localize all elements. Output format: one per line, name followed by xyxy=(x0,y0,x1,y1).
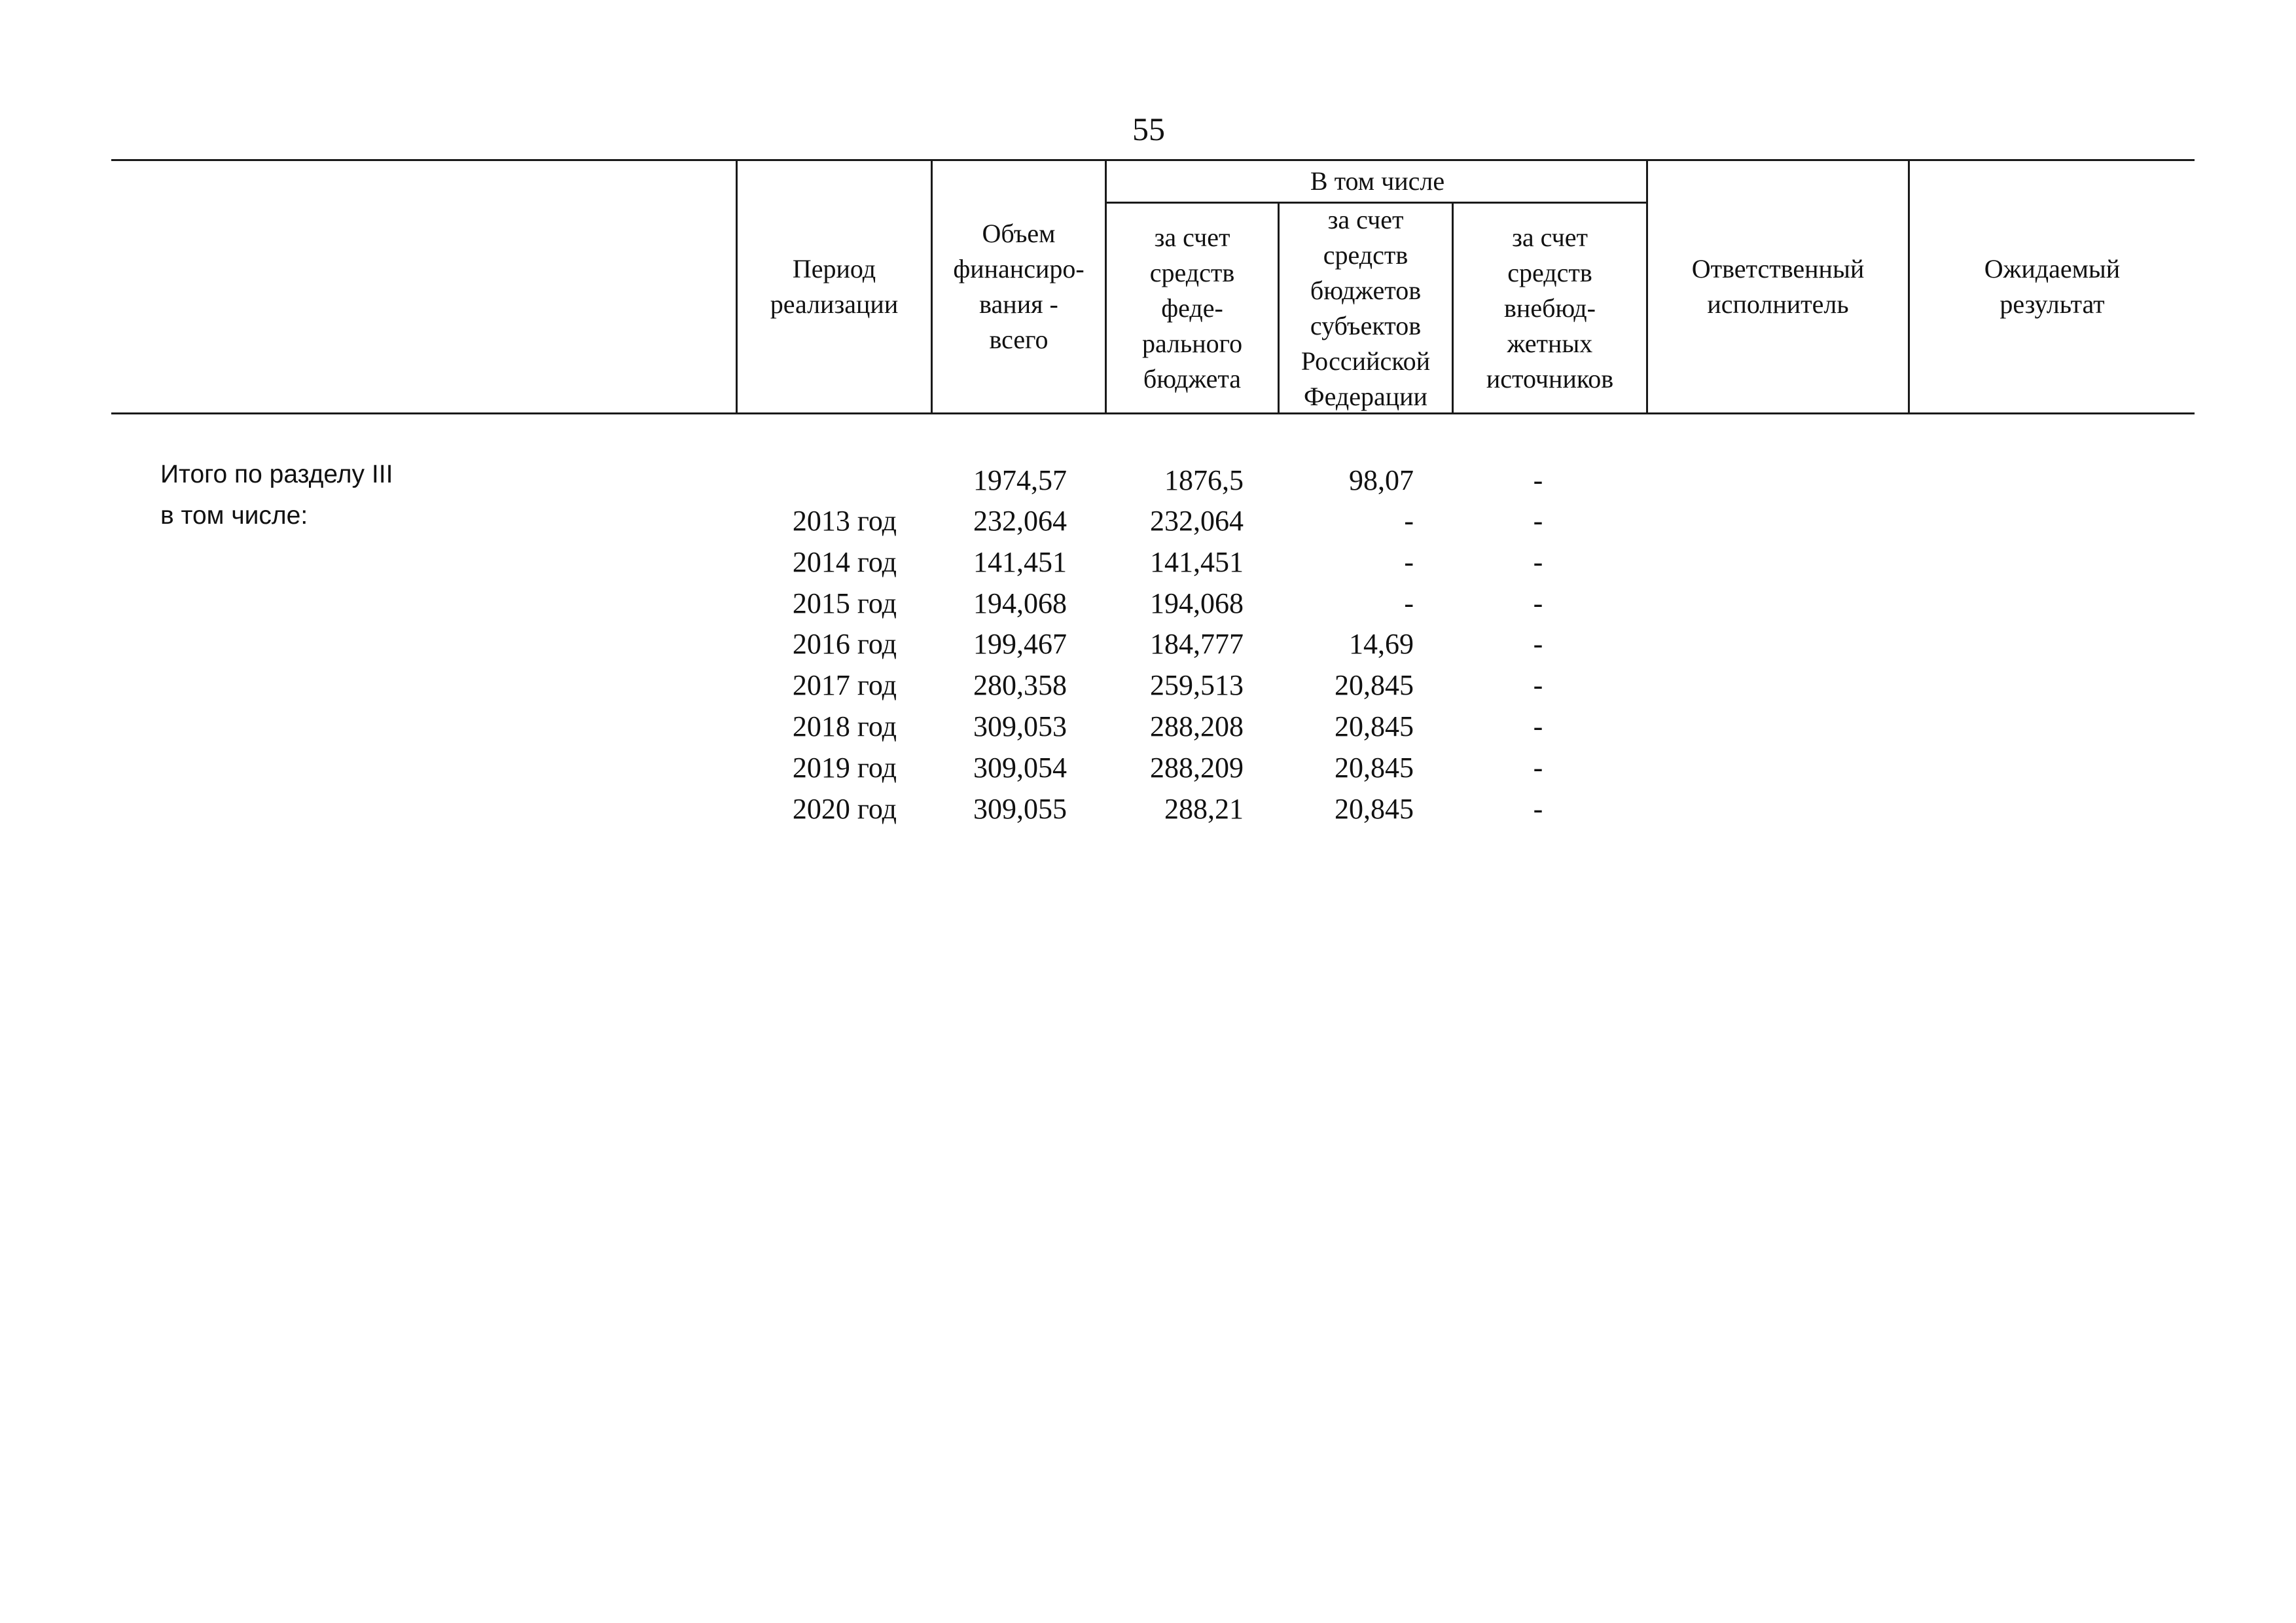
header-bottom-rule xyxy=(111,412,2195,414)
cell-extrabudget: - xyxy=(1533,628,1543,660)
cell-federal: 288,208 xyxy=(1150,710,1244,742)
summary-label: Итого по разделу III xyxy=(160,460,393,488)
cell-period: 2019 год xyxy=(792,752,897,784)
cell-federal: 232,064 xyxy=(1150,505,1244,537)
cell-regional: 14,69 xyxy=(1349,628,1414,660)
cell-period: 2015 год xyxy=(792,587,897,619)
cell-total: 1974,57 xyxy=(973,464,1067,496)
cell-extrabudget: - xyxy=(1533,752,1543,784)
cell-federal: 288,209 xyxy=(1150,752,1244,784)
cell-federal: 288,21 xyxy=(1164,793,1244,825)
cell-regional: - xyxy=(1404,587,1414,619)
header-extrabudget: за счет средств внебюд- жетных источников xyxy=(1486,222,1614,393)
cell-extrabudget: - xyxy=(1533,546,1543,578)
cell-regional: 20,845 xyxy=(1335,752,1414,784)
cell-regional: 20,845 xyxy=(1335,710,1414,742)
header-federal: за счет средств феде- рального бюджета xyxy=(1141,222,1243,393)
header-result: Ожидаемый результат xyxy=(1984,254,2121,319)
cell-total: 280,358 xyxy=(973,669,1067,701)
cell-total: 199,467 xyxy=(973,628,1067,660)
cell-period: 2018 год xyxy=(792,710,897,742)
cell-federal: 141,451 xyxy=(1150,546,1244,578)
cell-federal: 1876,5 xyxy=(1164,464,1244,496)
cell-total: 309,054 xyxy=(973,752,1067,784)
header-regional: за счет средств бюджетов субъектов Российской Федерации xyxy=(1300,204,1431,411)
header-total: Объем финансиро- вания - всего xyxy=(953,219,1085,354)
cell-period: 2014 год xyxy=(792,546,897,578)
page-number: 55 xyxy=(1132,111,1165,147)
cell-period: 2020 год xyxy=(792,793,897,825)
cell-extrabudget: - xyxy=(1533,505,1543,537)
cell-regional: 98,07 xyxy=(1349,464,1414,496)
cell-period: 2017 год xyxy=(792,669,897,701)
cell-regional: 20,845 xyxy=(1335,793,1414,825)
cell-federal: 184,777 xyxy=(1150,628,1244,660)
cell-regional: - xyxy=(1404,505,1414,537)
cell-regional: 20,845 xyxy=(1335,669,1414,701)
header-responsible: Ответственный исполнитель xyxy=(1691,254,1865,319)
cell-extrabudget: - xyxy=(1533,793,1543,825)
header-period: Период реализации xyxy=(770,254,899,319)
cell-federal: 194,068 xyxy=(1150,587,1244,619)
cell-total: 232,064 xyxy=(973,505,1067,537)
cell-regional: - xyxy=(1404,546,1414,578)
cell-period: 2013 год xyxy=(792,505,897,537)
cell-extrabudget: - xyxy=(1533,464,1543,496)
header-including: В том числе xyxy=(1310,166,1445,196)
cell-extrabudget: - xyxy=(1533,587,1543,619)
cell-extrabudget: - xyxy=(1533,710,1543,742)
cell-total: 194,068 xyxy=(973,587,1067,619)
cell-total: 309,055 xyxy=(973,793,1067,825)
summary-sublabel: в том числе: xyxy=(160,501,308,530)
cell-federal: 259,513 xyxy=(1150,669,1244,701)
cell-period: 2016 год xyxy=(792,628,897,660)
cell-total: 309,053 xyxy=(973,710,1067,742)
cell-total: 141,451 xyxy=(973,546,1067,578)
cell-extrabudget: - xyxy=(1533,669,1543,701)
